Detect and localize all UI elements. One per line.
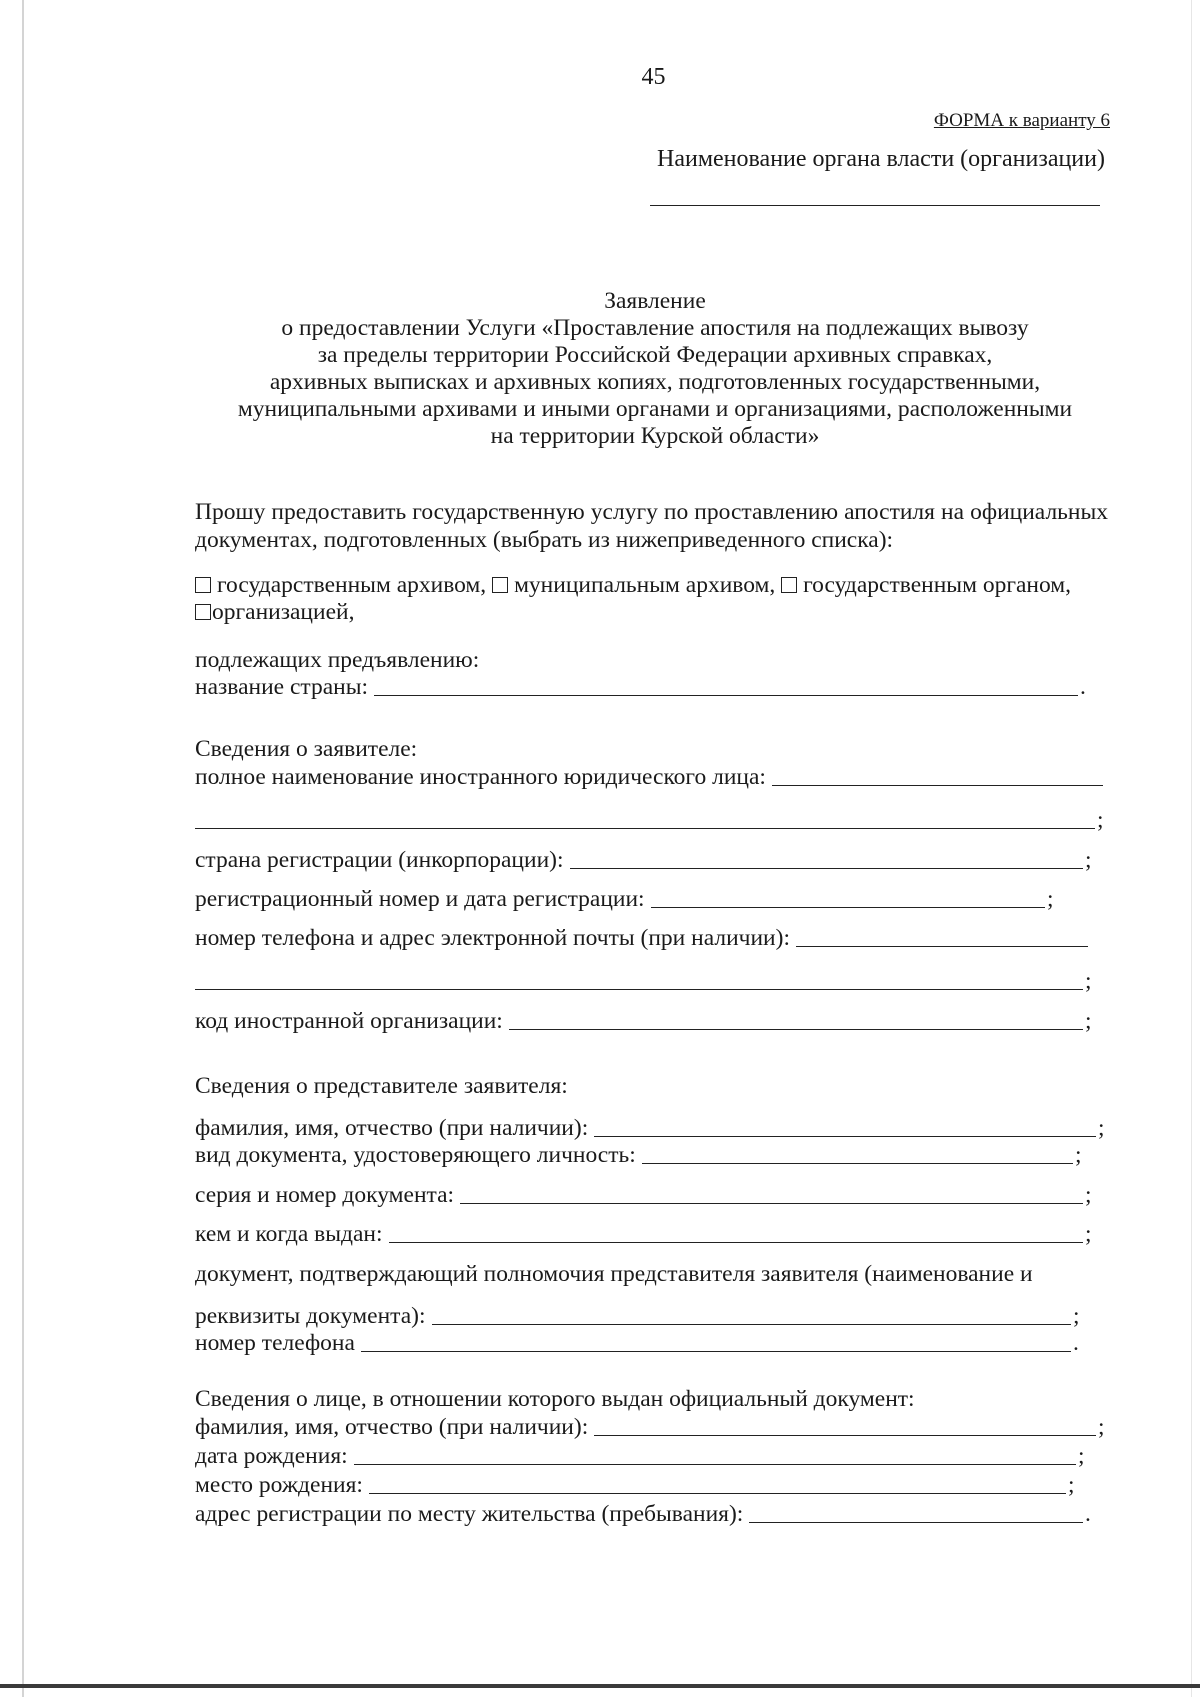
country-field[interactable]: [195, 673, 1090, 701]
title-heading: Заявление: [604, 288, 706, 314]
title-line: о предоставлении Услуги «Проставление апостиля на подлежащих вывозу: [281, 315, 1029, 341]
input-line[interactable]: [651, 906, 1045, 908]
issued-by-field[interactable]: [195, 1220, 1095, 1248]
field-end: .: [1073, 1330, 1079, 1356]
presentation-label: подлежащих предъявлению:: [195, 647, 480, 673]
field-end: ;: [1068, 1472, 1075, 1498]
representative-fio-field[interactable]: [195, 1114, 1108, 1142]
option-organization[interactable]: [195, 598, 354, 626]
option-state-archive[interactable]: [195, 572, 486, 598]
checkbox-icon[interactable]: [195, 577, 211, 593]
field-end: ;: [1085, 1182, 1092, 1208]
scan-left-edge: [22, 0, 24, 1697]
scan-bottom-edge: [0, 1684, 1200, 1688]
input-line[interactable]: [460, 1202, 1083, 1204]
field-label: адрес регистрации по месту жительства (пребывания):: [195, 1501, 744, 1527]
representative-phone-field[interactable]: [195, 1329, 1083, 1357]
option-municipal-archive[interactable]: [492, 572, 775, 598]
scan-right-edge: [1191, 0, 1192, 1697]
birth-place-field[interactable]: [195, 1471, 1078, 1499]
subject-heading: Сведения о лице, в отношении которого выдан официальный документ:: [195, 1386, 915, 1412]
field-end: ;: [1085, 1221, 1092, 1247]
registration-number-field[interactable]: [195, 885, 1057, 913]
representative-heading: Сведения о представителе заявителя:: [195, 1073, 568, 1099]
checkbox-icon[interactable]: [781, 577, 797, 593]
applicant-full-name-field[interactable]: [195, 763, 1105, 791]
input-line[interactable]: [594, 1434, 1096, 1436]
field-end: ;: [1085, 1008, 1092, 1034]
input-line[interactable]: [389, 1241, 1083, 1243]
registration-country-field[interactable]: [195, 846, 1095, 874]
field-label: кем и когда выдан:: [195, 1221, 383, 1247]
field-label: страна регистрации (инкорпорации):: [195, 847, 564, 873]
org-code-field[interactable]: [195, 1007, 1095, 1035]
field-label: номер телефона: [195, 1330, 355, 1356]
field-end: .: [1080, 674, 1086, 700]
form-reference: ФОРМА к варианту 6: [933, 110, 1110, 131]
contacts-continuation[interactable]: [195, 967, 1095, 995]
input-line[interactable]: [749, 1521, 1083, 1523]
field-end: ;: [1085, 847, 1092, 873]
input-line[interactable]: [369, 1492, 1066, 1494]
field-end: ;: [1078, 1443, 1085, 1469]
input-line[interactable]: [374, 694, 1078, 696]
field-end: ;: [1075, 1142, 1082, 1168]
checkbox-icon[interactable]: [195, 604, 211, 620]
field-end: ;: [1047, 886, 1054, 912]
field-label: дата рождения:: [195, 1443, 348, 1469]
field-label: реквизиты документа):: [195, 1303, 426, 1329]
page-number: 45: [641, 64, 666, 90]
input-line[interactable]: [195, 827, 1095, 829]
field-label: место рождения:: [195, 1472, 363, 1498]
input-line[interactable]: [772, 784, 1103, 786]
request-paragraph: Прошу предоставить государственную услугу по проставлению апостиля на официальных документах, подготовленных (выбрать из нижеприведенного списка):: [195, 499, 1108, 553]
applicant-heading: Сведения о заявителе:: [195, 736, 418, 762]
subject-fio-field[interactable]: [195, 1413, 1108, 1441]
field-end: ;: [1073, 1303, 1080, 1329]
birth-date-field[interactable]: [195, 1442, 1088, 1470]
applicant-full-name-continuation[interactable]: [195, 806, 1107, 834]
input-line[interactable]: [796, 945, 1088, 947]
field-label: полное наименование иностранного юридического лица:: [195, 764, 766, 790]
field-end: ;: [1098, 1414, 1105, 1440]
option-state-body[interactable]: [781, 572, 1071, 598]
field-end: ;: [1097, 807, 1104, 833]
option-label: организацией,: [212, 599, 355, 625]
field-label: название страны:: [195, 674, 369, 700]
checkbox-icon[interactable]: [492, 577, 508, 593]
title-line: на территории Курской области»: [490, 423, 820, 449]
input-line[interactable]: [570, 867, 1083, 869]
option-label: государственным архивом,: [217, 572, 487, 598]
input-line[interactable]: [432, 1323, 1071, 1325]
input-line[interactable]: [509, 1028, 1083, 1030]
input-line[interactable]: [361, 1350, 1071, 1352]
field-label: регистрационный номер и дата регистрации:: [195, 886, 645, 912]
contacts-field[interactable]: [195, 924, 1090, 952]
field-label: номер телефона и адрес электронной почты (при наличии):: [195, 925, 790, 951]
input-line[interactable]: [594, 1135, 1096, 1137]
option-label: государственным органом,: [803, 572, 1072, 598]
field-label: код иностранной организации:: [195, 1008, 503, 1034]
field-label: фамилия, имя, отчество (при наличии):: [195, 1414, 589, 1440]
authority-input-line[interactable]: [650, 205, 1100, 206]
document-title: [195, 288, 1115, 450]
residence-address-field[interactable]: [195, 1500, 1095, 1528]
authority-label: Наименование органа власти (организации): [657, 146, 1105, 172]
id-document-type-field[interactable]: [195, 1141, 1085, 1169]
title-line: муниципальными архивами и иными органами и организациями, расположенными: [237, 396, 1073, 422]
archive-options-row: [195, 571, 1071, 599]
input-line[interactable]: [195, 988, 1083, 990]
field-label: фамилия, имя, отчество (при наличии):: [195, 1115, 589, 1141]
title-line: за пределы территории Российской Федерации архивных справках,: [317, 342, 993, 368]
input-line[interactable]: [354, 1463, 1076, 1465]
input-line[interactable]: [642, 1162, 1073, 1164]
authority-document-field[interactable]: [195, 1302, 1083, 1330]
field-label: серия и номер документа:: [195, 1182, 455, 1208]
authority-document-label: документ, подтверждающий полномочия представителя заявителя (наименование и: [195, 1261, 1033, 1287]
title-line: архивных выписках и архивных копиях, подготовленных государственными,: [269, 369, 1041, 395]
document-number-field[interactable]: [195, 1181, 1095, 1209]
field-end: ;: [1098, 1115, 1105, 1141]
option-label: муниципальным архивом,: [514, 572, 776, 598]
field-label: вид документа, удостоверяющего личность:: [195, 1142, 636, 1168]
field-end: .: [1085, 1501, 1091, 1527]
field-end: ;: [1085, 968, 1092, 994]
